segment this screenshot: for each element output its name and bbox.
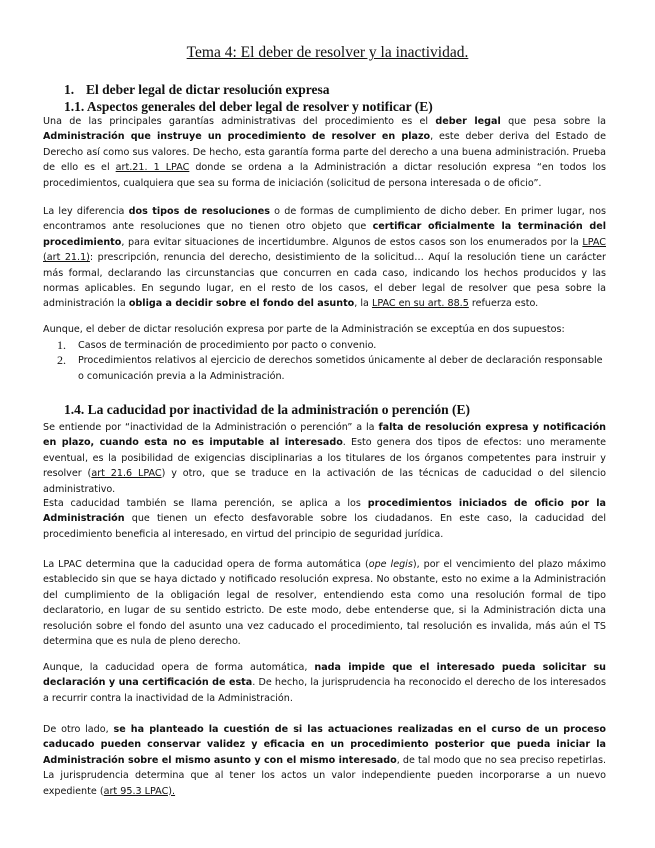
text: que tienen un efecto desfavorable sobre los ciudadanos. En este caso, la caducidad del procedimiento beneficia al interesado, en virtud del principio de seguridad jurídica. <box>43 513 606 540</box>
text: , la <box>354 298 372 310</box>
section-1-heading <box>64 82 330 98</box>
text: : prescripción, renuncia del derecho, desistimiento de la solicitud… Aquí la resolución tiene un carácter más formal, declarando las circunstancias que concurren en cada caso, indicando los hechos producidos y las normas aplicables. En segundo lugar, en el resto de los casos, el deber legal de resolver que pesa sobre la administración la <box>43 252 606 310</box>
text: De otro lado, <box>43 724 114 735</box>
text: Una de las principales garantías administrativas del procedimiento es el <box>43 116 436 127</box>
section-1-number: 1. <box>64 82 75 97</box>
text: La LPAC determina que la caducidad opera de forma automática ( <box>43 559 369 570</box>
bold-text: nada impide que el interesado pueda solicitar su declaración y una certificación de esta <box>43 662 606 689</box>
paragraph-2 <box>43 204 606 312</box>
text: Se entiende por “inactividad de la Administración o perención” a la <box>43 422 379 433</box>
bold-text: procedimientos iniciados de oficio por la Administración <box>43 498 606 525</box>
text: , este deber deriva del Estado de Derecho así como sus valores. De hecho, esta garantía forma parte del derecho a una buena administración. Prueba de ello es el <box>43 131 606 174</box>
italic-text: ope legis <box>368 559 413 570</box>
section-1-title: El deber legal de dictar resolución expresa <box>86 82 330 97</box>
text: Aunque, la caducidad opera de forma automática, <box>43 662 315 673</box>
law-reference: art 95.3 LPAC). <box>103 785 176 797</box>
paragraph-7 <box>43 660 606 706</box>
bold-text: Administración que instruye un procedimiento de resolver en plazo <box>43 131 431 143</box>
bold-text: se ha planteado la cuestión de si las actuaciones realizadas en el curso de un proceso caducado pueden conservar validez y eficacia en un procedimiento posterior que pueda iniciar la Administración sobre el mismo asunto y con el mismo interesado <box>43 724 606 766</box>
text: Esta caducidad también se llama perención, se aplica a los <box>43 498 368 509</box>
text: La ley diferencia <box>43 206 129 217</box>
paragraph-1 <box>43 114 606 191</box>
section-1-1-heading: 1.1. Aspectos generales del deber legal de resolver y notificar (E) <box>64 99 433 114</box>
text: que pesa sobre la <box>500 116 606 127</box>
list-item <box>43 338 606 353</box>
text: . Esto genera dos tipos de efectos: uno meramente eventual, es la posibilidad de exigencias disciplinarias a los titulares de los órganos competentes para instruir y resolver ( <box>43 437 607 480</box>
bold-text: dos tipos de resoluciones <box>128 206 270 217</box>
text: . De hecho, la jurisprudencia ha reconocido el derecho de los interesados a recurrir contra la inactividad de la Administración. <box>43 677 606 704</box>
paragraph-5 <box>43 496 606 542</box>
paragraph-3: Aunque, el deber de dictar resolución expresa por parte de la Administración se exceptúa en dos supuestos: <box>43 324 565 335</box>
list-number: 1. <box>57 338 66 352</box>
list-text: Casos de terminación de procedimiento por pacto o convenio. <box>78 340 377 351</box>
bold-text: deber legal <box>435 116 501 127</box>
paragraph-8 <box>43 722 606 799</box>
text: ), por el vencimiento del plazo máximo establecido sin que se haya dictado y notificado resolución expresa. No obstante, esto no exime a la Administración del cumplimiento de la obligación legal de resolver, entendiendo esta como una resolución formal de tipo declaratorio, en lugar de su sentido estricto. De este modo, debe entenderse que, si la Administración dicta una resolución sobre el fondo del asunto una vez caducado el procedimiento, tal resolución es invalida, más aún el TS determina que es nula de pleno derecho. <box>43 559 607 648</box>
list-number: 2. <box>57 353 66 368</box>
exceptions-list <box>43 338 606 384</box>
text: donde se ordena a la Administración a dictar resolución expresa “en todos los procedimientos, cualquiera que sea su forma de iniciación (solicitud de persona interesada o de oficio”. <box>43 162 606 189</box>
text: refuerza esto. <box>468 298 539 310</box>
law-reference: LPAC en su art. 88.5 <box>371 298 469 310</box>
bold-text: obliga a decidir sobre el fondo del asunto <box>128 298 355 310</box>
text: ) y otro, que se traduce en la activación de las técnicas de caducidad o del silencio administrativo. <box>43 468 606 495</box>
list-item <box>43 353 606 384</box>
list-text: Procedimientos relativos al ejercicio de derechos sometidos únicamente al deber de declaración responsable o comunicación previa a la Administración. <box>78 355 603 382</box>
law-reference: art.21. 1 LPAC <box>115 162 190 174</box>
text: , de tal modo que no sea preciso repetirlas. La jurisprudencia determina que al tener los actos un valor independiente pueden incorporarse a un nuevo expediente ( <box>43 754 606 797</box>
law-reference: art 21.6 LPAC <box>91 468 162 480</box>
law-reference: LPAC (art 21.1) <box>43 236 606 264</box>
section-1-4-heading: 1.4. La caducidad por inactividad de la administración o perención (E) <box>64 402 471 417</box>
bold-text: certificar oficialmente la terminación del procedimiento <box>43 221 607 248</box>
text: o de formas de cumplimiento de dicho deber. En primer lugar, nos encontramos ante resoluciones que no tienen otro objeto que <box>43 206 606 233</box>
paragraph-4 <box>43 420 606 497</box>
document-title: Tema 4: El deber de resolver y la inactividad. <box>186 44 469 61</box>
text: , para evitar situaciones de incertidumbre. Algunos de estos casos son los enumerados por la <box>121 236 583 248</box>
paragraph-6 <box>43 557 606 649</box>
bold-text: falta de resolución expresa y notificación en plazo, cuando esta no es imputable al interesado <box>43 422 606 449</box>
